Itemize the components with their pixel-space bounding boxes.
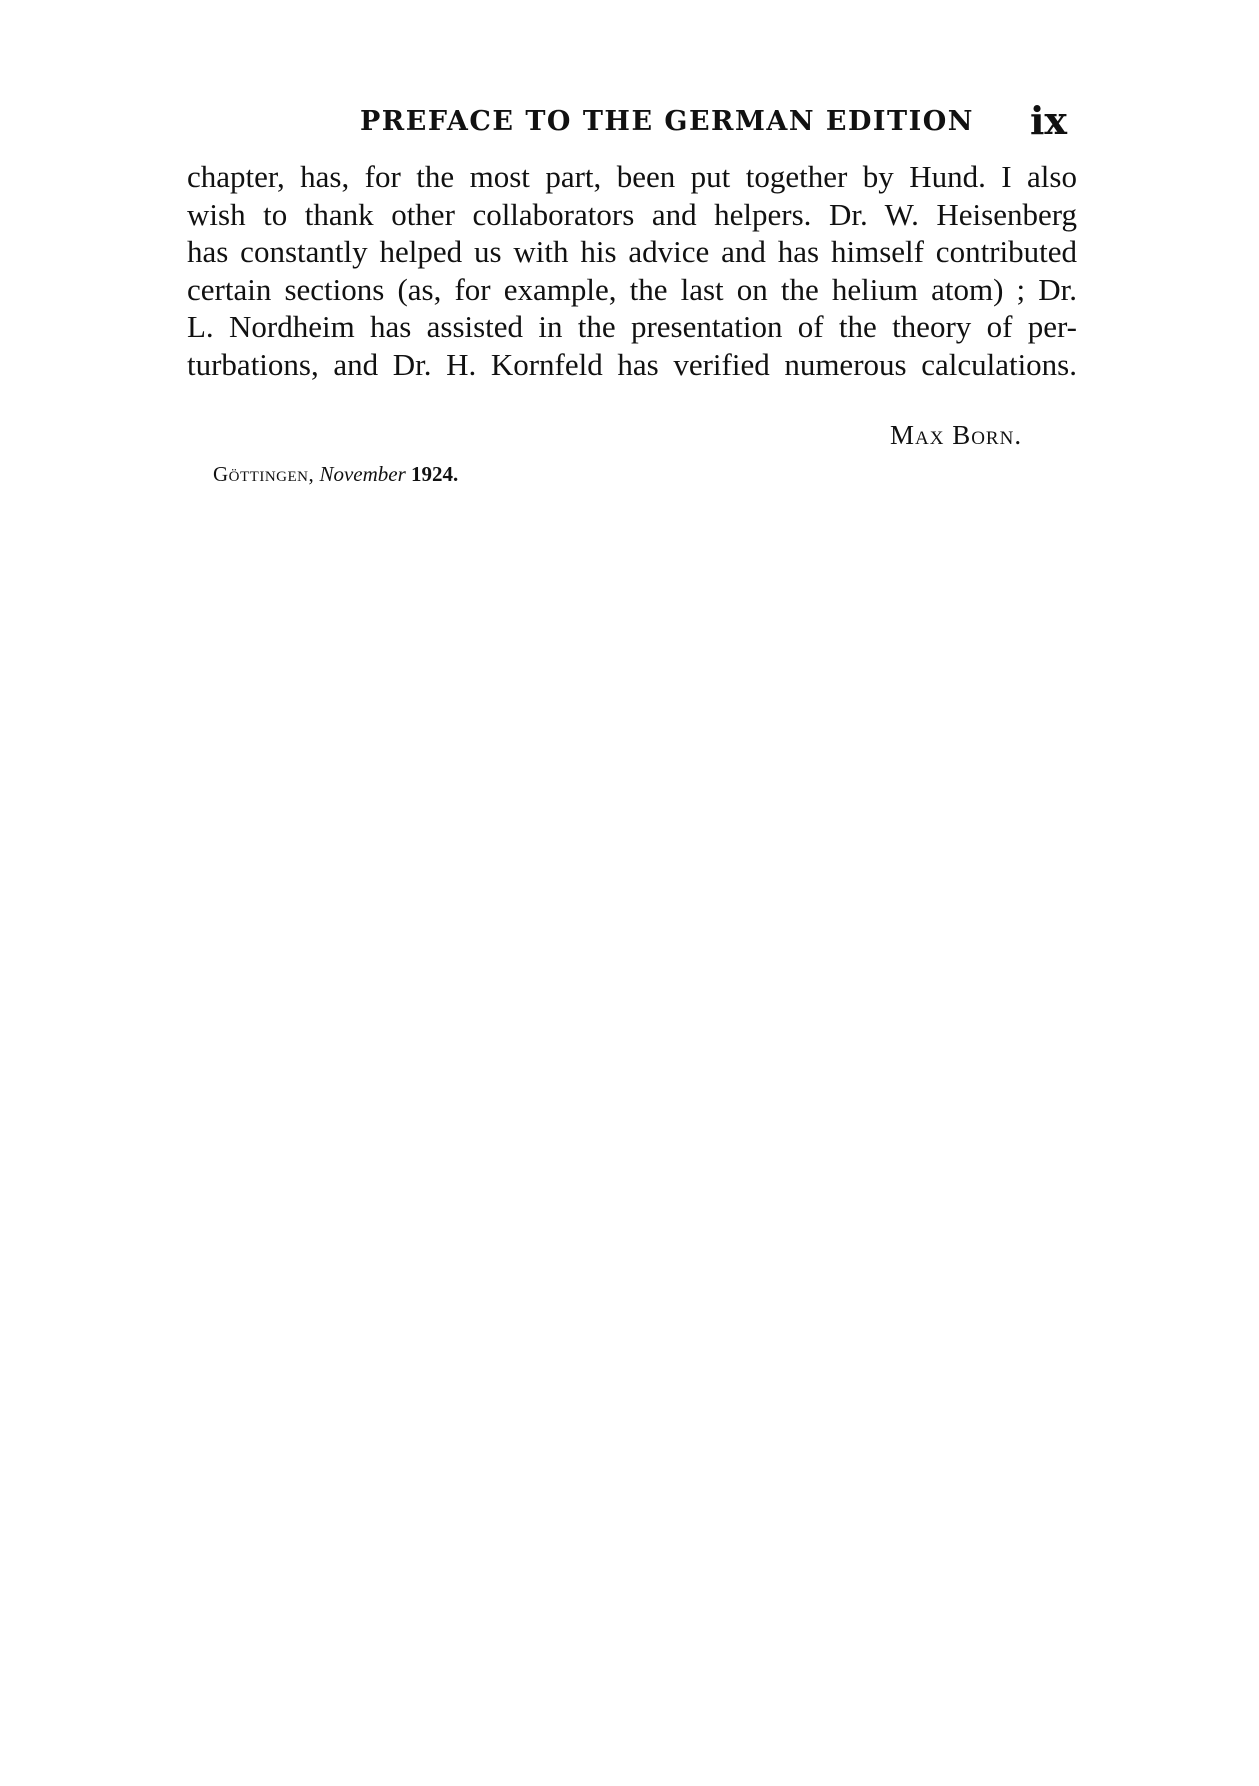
- text-line: turbations, and Dr. H. Kornfeld has verified numerous calculations.: [187, 346, 1077, 382]
- text-line: L. Nordheim has assisted in the presentation of the theory of per-: [187, 309, 1077, 344]
- page-number: ix: [1030, 98, 1068, 143]
- body-paragraph: [187, 158, 1077, 383]
- running-head: PREFACE TO THE GERMAN EDITION: [360, 106, 974, 137]
- dateline-place: Göttingen,: [213, 462, 315, 486]
- dateline-year: 1924.: [411, 462, 459, 486]
- dateline-month: November: [319, 462, 406, 486]
- dateline: [213, 462, 458, 487]
- text-line: wish to thank other collaborators and helpers. Dr. W. Heisenberg: [187, 196, 1077, 232]
- text-line: certain sections (as, for example, the last on the helium atom) ; Dr.: [187, 271, 1077, 307]
- text-line: has constantly helped us with his advice and has himself contributed: [187, 234, 1077, 269]
- author-signature: Max Born.: [890, 420, 1023, 450]
- text-line: chapter, has, for the most part, been put together by Hund. I also: [187, 159, 1077, 194]
